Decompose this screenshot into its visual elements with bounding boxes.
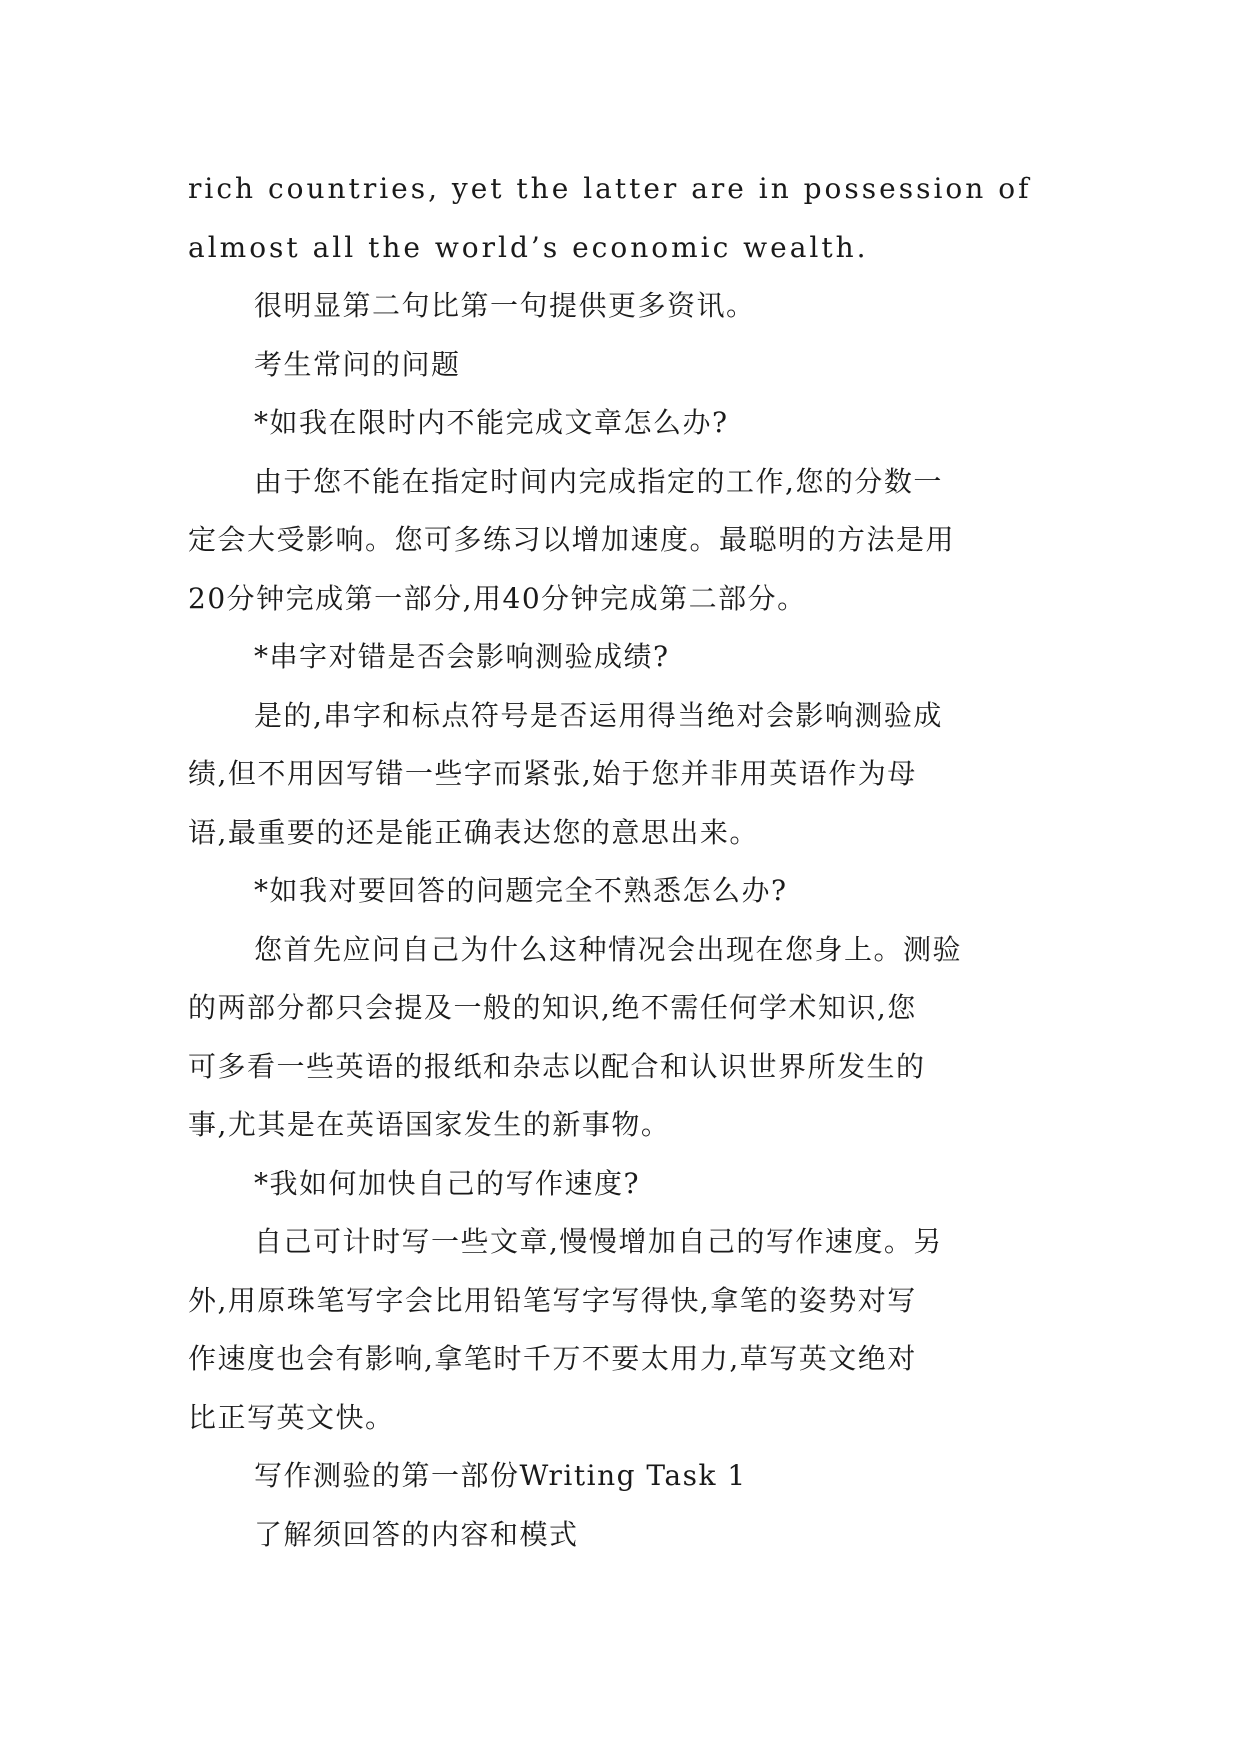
- paragraph-line: 20分钟完成第一部分,用40分钟完成第二部分。: [188, 581, 807, 615]
- question-line: *我如何加快自己的写作速度?: [254, 1166, 641, 1200]
- paragraph-line: 绩,但不用因写错一些字而紧张,始于您并非用英语作为母: [188, 757, 917, 790]
- paragraph-line: 可多看一些英语的报纸和杂志以配合和认识世界所发生的: [188, 1049, 926, 1083]
- paragraph-line: 是的,串字和标点符号是否运用得当绝对会影响测验成: [254, 698, 943, 732]
- section-heading: 考生常问的问题: [254, 347, 461, 381]
- section-subheading: 了解须回答的内容和模式: [254, 1517, 579, 1551]
- paragraph-line: 由于您不能在指定时间内完成指定的工作,您的分数一: [254, 464, 943, 498]
- document-page: [188, 160, 1058, 1564]
- paragraph-line: 作速度也会有影响,拿笔时千万不要太用力,草写英文绝对: [188, 1342, 917, 1375]
- paragraph-line: 比正写英文快。: [188, 1400, 395, 1434]
- question-line: *串字对错是否会影响测验成绩?: [254, 640, 670, 673]
- paragraph-line: 语,最重要的还是能正确表达您的意思出来。: [188, 815, 759, 849]
- paragraph-line: 很明显第二句比第一句提供更多资讯。: [254, 289, 756, 322]
- paragraph-line: 的两部分都只会提及一般的知识,绝不需任何学术知识,您: [188, 991, 917, 1024]
- paragraph-line: 外,用原珠笔写字会比用铅笔写字写得快,拿笔的姿势对写: [188, 1283, 917, 1317]
- paragraph-line: 自己可计时写一些文章,慢慢增加自己的写作速度。另: [254, 1225, 943, 1258]
- section-heading: 写作测验的第一部份Writing Task 1: [254, 1459, 747, 1492]
- question-line: *如我对要回答的问题完全不熟悉怎么办?: [254, 874, 788, 907]
- text-line: almost all the world’s economic wealth.: [188, 230, 869, 264]
- paragraph-line: 您首先应问自己为什么这种情况会出现在您身上。测验: [254, 932, 963, 966]
- paragraph-line: 事,尤其是在英语国家发生的新事物。: [188, 1108, 671, 1141]
- question-line: *如我在限时内不能完成文章怎么办?: [254, 406, 729, 439]
- text-line: rich countries, yet the latter are in possession of: [188, 172, 1032, 205]
- paragraph-line: 定会大受影响。您可多练习以增加速度。最聪明的方法是用: [188, 523, 956, 556]
